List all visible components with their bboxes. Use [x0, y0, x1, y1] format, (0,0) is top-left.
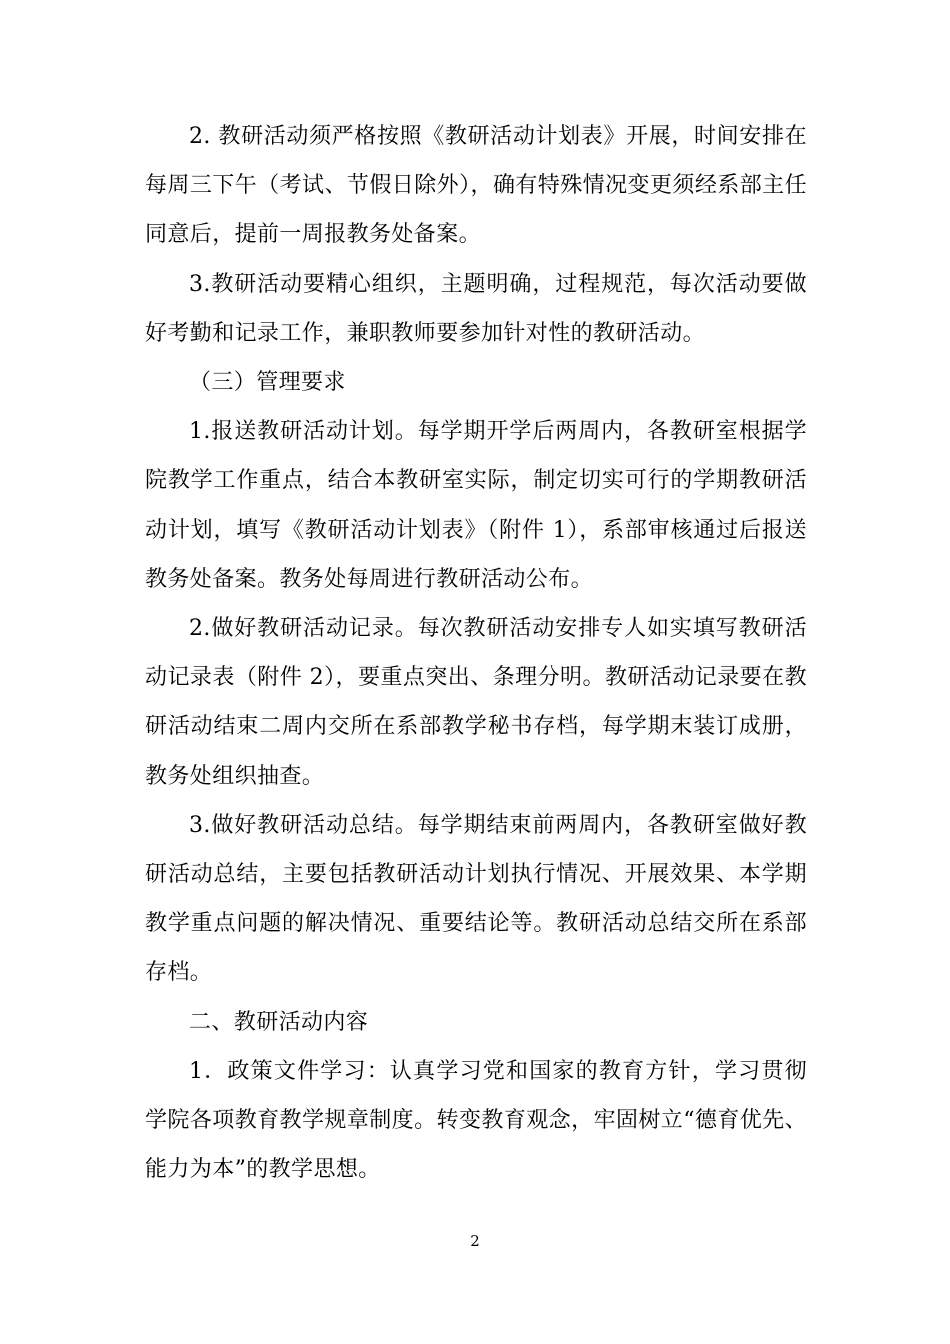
paragraph-policy-study: 1．政策文件学习：认真学习党和国家的教育方针，学习贯彻学院各项教育教学规章制度。转变教育观念，牢固树立“德育优先、能力为本”的教学思想。 [145, 1058, 807, 1183]
paragraph-schedule-rule: 2. 教研活动须严格按照《教研活动计划表》开展，时间安排在每周三下午（考试、节假日除外），确有特殊情况变更须经系部主任同意后，提前一周报教务处备案。 [145, 124, 807, 248]
paragraph-activity-summary: 3.做好教研活动总结。每学期结束前两周内，各教研室做好教研活动总结，主要包括教研活动计划执行情况、开展效果、本学期教学重点问题的解决情况、重要结论等。教研活动总结交所在系部存档。 [145, 812, 807, 986]
document-body [145, 112, 807, 1194]
page-number: 2 [470, 1232, 480, 1250]
paragraph-submit-plan: 1.报送教研活动计划。每学期开学后两周内，各教研室根据学院教学工作重点，结合本教研室实际，制定切实可行的学期教研活动计划，填写《教研活动计划表》（附件 1），系部审核通过后报送教务处备案。教务处每周进行教研活动公布。 [145, 419, 807, 592]
section-heading-activity-content: 二、教研活动内容 [189, 1009, 369, 1035]
paragraph-organization-rule: 3.教研活动要精心组织，主题明确，过程规范，每次活动要做好考勤和记录工作，兼职教师要参加针对性的教研活动。 [145, 271, 807, 346]
paragraph-activity-record: 2.做好教研活动记录。每次教研活动安排专人如实填写教研活动记录表（附件 2），要重点突出、条理分明。教研活动记录要在教研活动结束二周内交所在系部教学秘书存档，每学期末装订成册，教务处组织抽查。 [145, 616, 807, 789]
section-heading-management-requirements: （三）管理要求 [189, 370, 346, 396]
